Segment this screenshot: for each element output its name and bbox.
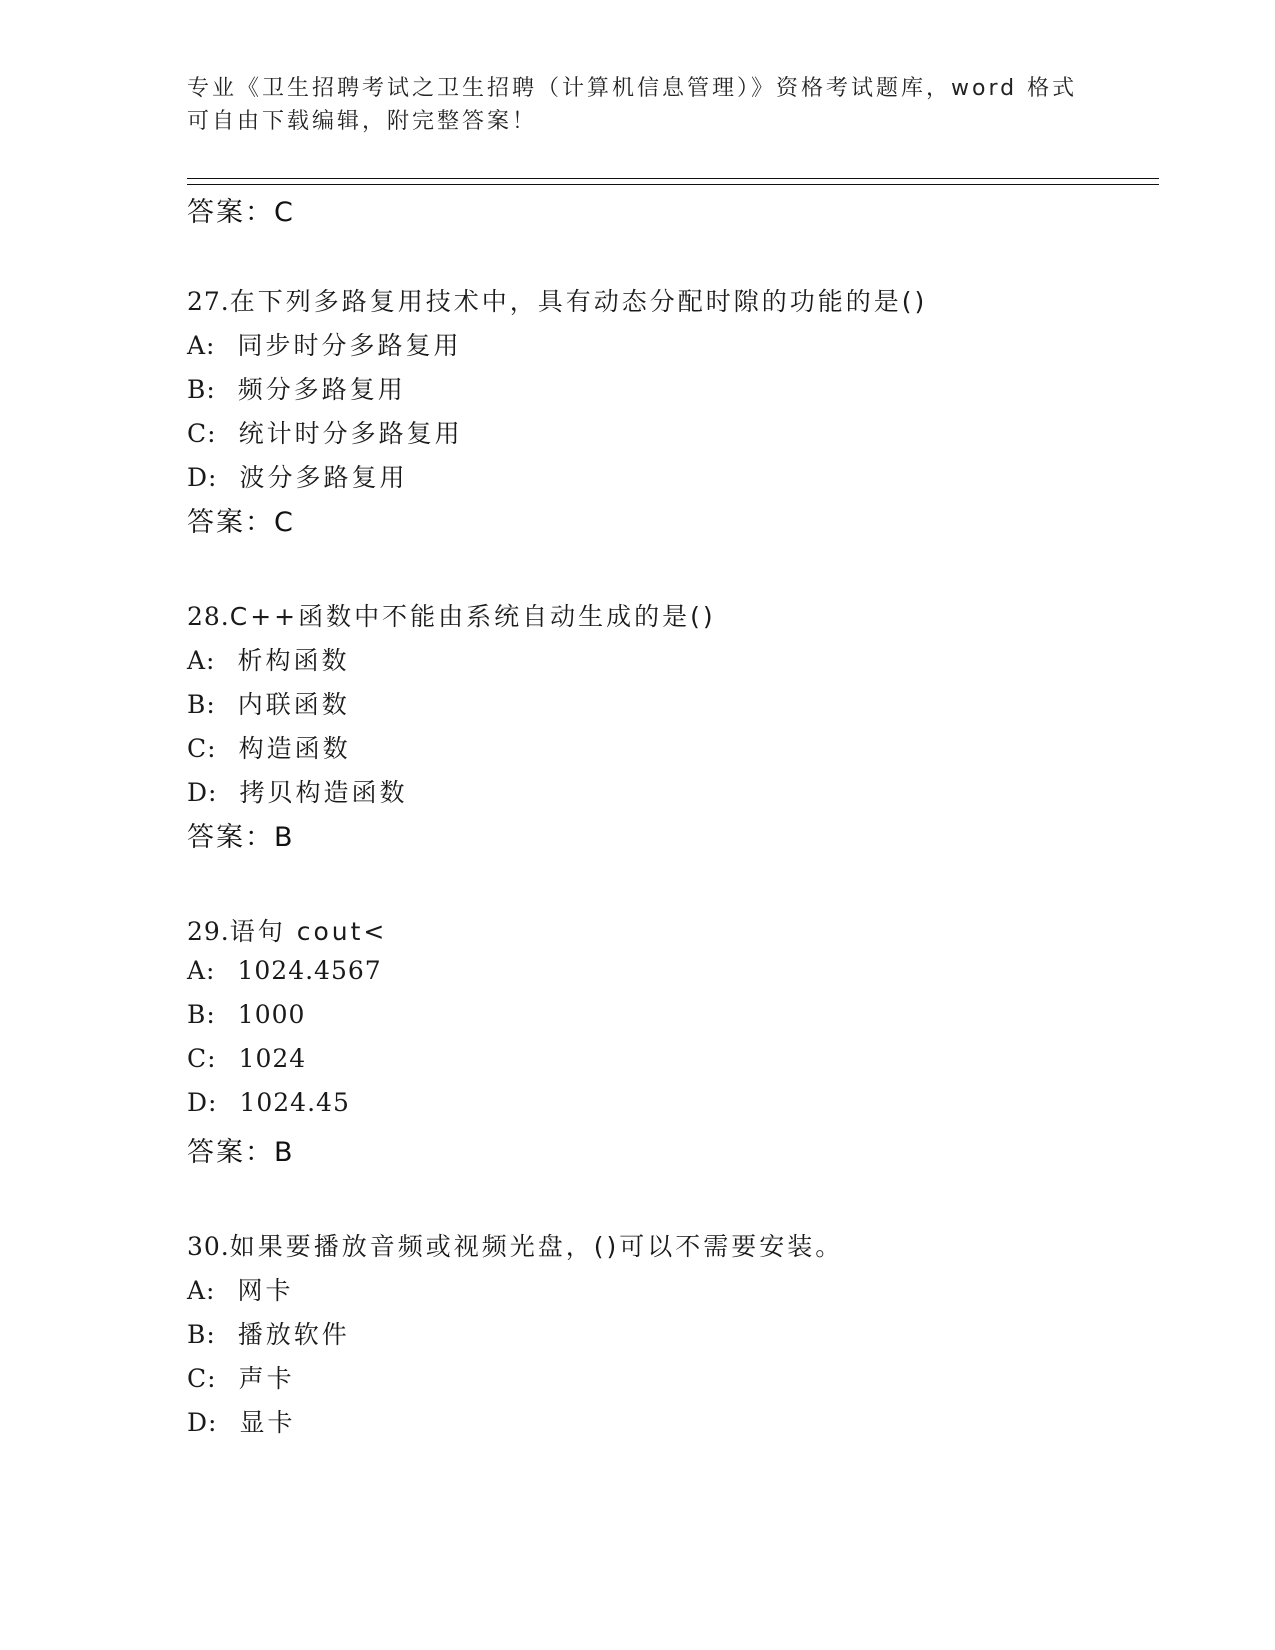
question-30-option-a — [187, 1271, 294, 1307]
option-label: B: — [187, 1320, 216, 1349]
option-label: A: — [187, 1276, 216, 1305]
question-27-option-d — [187, 458, 407, 494]
header-line-1: 专业《卫生招聘考试之卫生招聘（计算机信息管理）》资格考试题库，word 格式 — [187, 76, 1078, 101]
question-29-option-c — [187, 1044, 306, 1073]
header-divider — [187, 178, 1159, 185]
question-27-option-a — [187, 326, 462, 362]
option-label: D: — [187, 778, 218, 807]
question-28 — [187, 597, 716, 633]
option-text: 声卡 — [238, 1364, 295, 1393]
question-30-option-d — [187, 1403, 295, 1439]
option-label: A: — [187, 956, 216, 985]
option-label: B: — [187, 375, 216, 404]
option-label: D: — [187, 1408, 218, 1437]
option-text: 统计时分多路复用 — [238, 419, 463, 448]
option-text: 同步时分多路复用 — [237, 331, 462, 360]
question-28-answer: 答案：B — [187, 822, 295, 853]
option-label: C: — [187, 419, 217, 448]
question-29 — [187, 912, 387, 948]
question-number: 28. — [187, 602, 230, 631]
option-label: D: — [187, 463, 218, 492]
option-label: D: — [187, 1088, 218, 1117]
question-27-answer: 答案：C — [187, 507, 295, 538]
question-number: 30. — [187, 1232, 230, 1261]
option-label: A: — [187, 331, 216, 360]
document-header — [187, 72, 1087, 138]
option-text: 频分多路复用 — [237, 375, 406, 404]
question-30-option-c — [187, 1359, 295, 1395]
option-text: 析构函数 — [237, 646, 350, 675]
question-number: 27. — [187, 287, 230, 316]
option-label: B: — [187, 1000, 216, 1029]
question-28-option-a — [187, 641, 350, 677]
option-text: 网卡 — [237, 1276, 294, 1305]
question-27 — [187, 282, 927, 318]
question-29-answer: 答案：B — [187, 1137, 295, 1168]
option-text: 波分多路复用 — [239, 463, 408, 492]
question-30 — [187, 1227, 843, 1263]
option-text: 1024 — [238, 1044, 307, 1073]
option-label: B: — [187, 690, 216, 719]
option-text: 拷贝构造函数 — [239, 778, 408, 807]
question-text: 在下列多路复用技术中，具有动态分配时隙的功能的是() — [229, 287, 928, 316]
question-27-option-b — [187, 370, 406, 406]
option-label: C: — [187, 734, 217, 763]
question-text: C++函数中不能由系统自动生成的是() — [229, 602, 716, 631]
question-number: 29. — [187, 917, 230, 946]
question-29-option-b — [187, 1000, 305, 1029]
question-29-option-a — [187, 956, 382, 985]
question-text: 如果要播放音频或视频光盘，()可以不需要安装。 — [229, 1232, 844, 1261]
option-text: 1024.4567 — [237, 956, 382, 985]
question-30-option-b — [187, 1315, 350, 1351]
option-text: 内联函数 — [237, 690, 350, 719]
option-label: C: — [187, 1364, 217, 1393]
option-text: 显卡 — [239, 1408, 296, 1437]
question-28-option-b — [187, 685, 350, 721]
question-27-option-c — [187, 414, 463, 450]
option-text: 构造函数 — [238, 734, 351, 763]
header-line-2: 可自由下载编辑，附完整答案！ — [187, 109, 538, 134]
question-28-option-c — [187, 729, 351, 765]
option-text: 1024.45 — [239, 1088, 350, 1117]
option-label: A: — [187, 646, 216, 675]
previous-answer: 答案：C — [187, 197, 295, 228]
option-text: 播放软件 — [237, 1320, 350, 1349]
question-28-option-d — [187, 773, 407, 809]
question-29-option-d — [187, 1088, 350, 1117]
option-label: C: — [187, 1044, 217, 1073]
question-text: 语句 cout< — [229, 917, 388, 946]
option-text: 1000 — [237, 1000, 306, 1029]
